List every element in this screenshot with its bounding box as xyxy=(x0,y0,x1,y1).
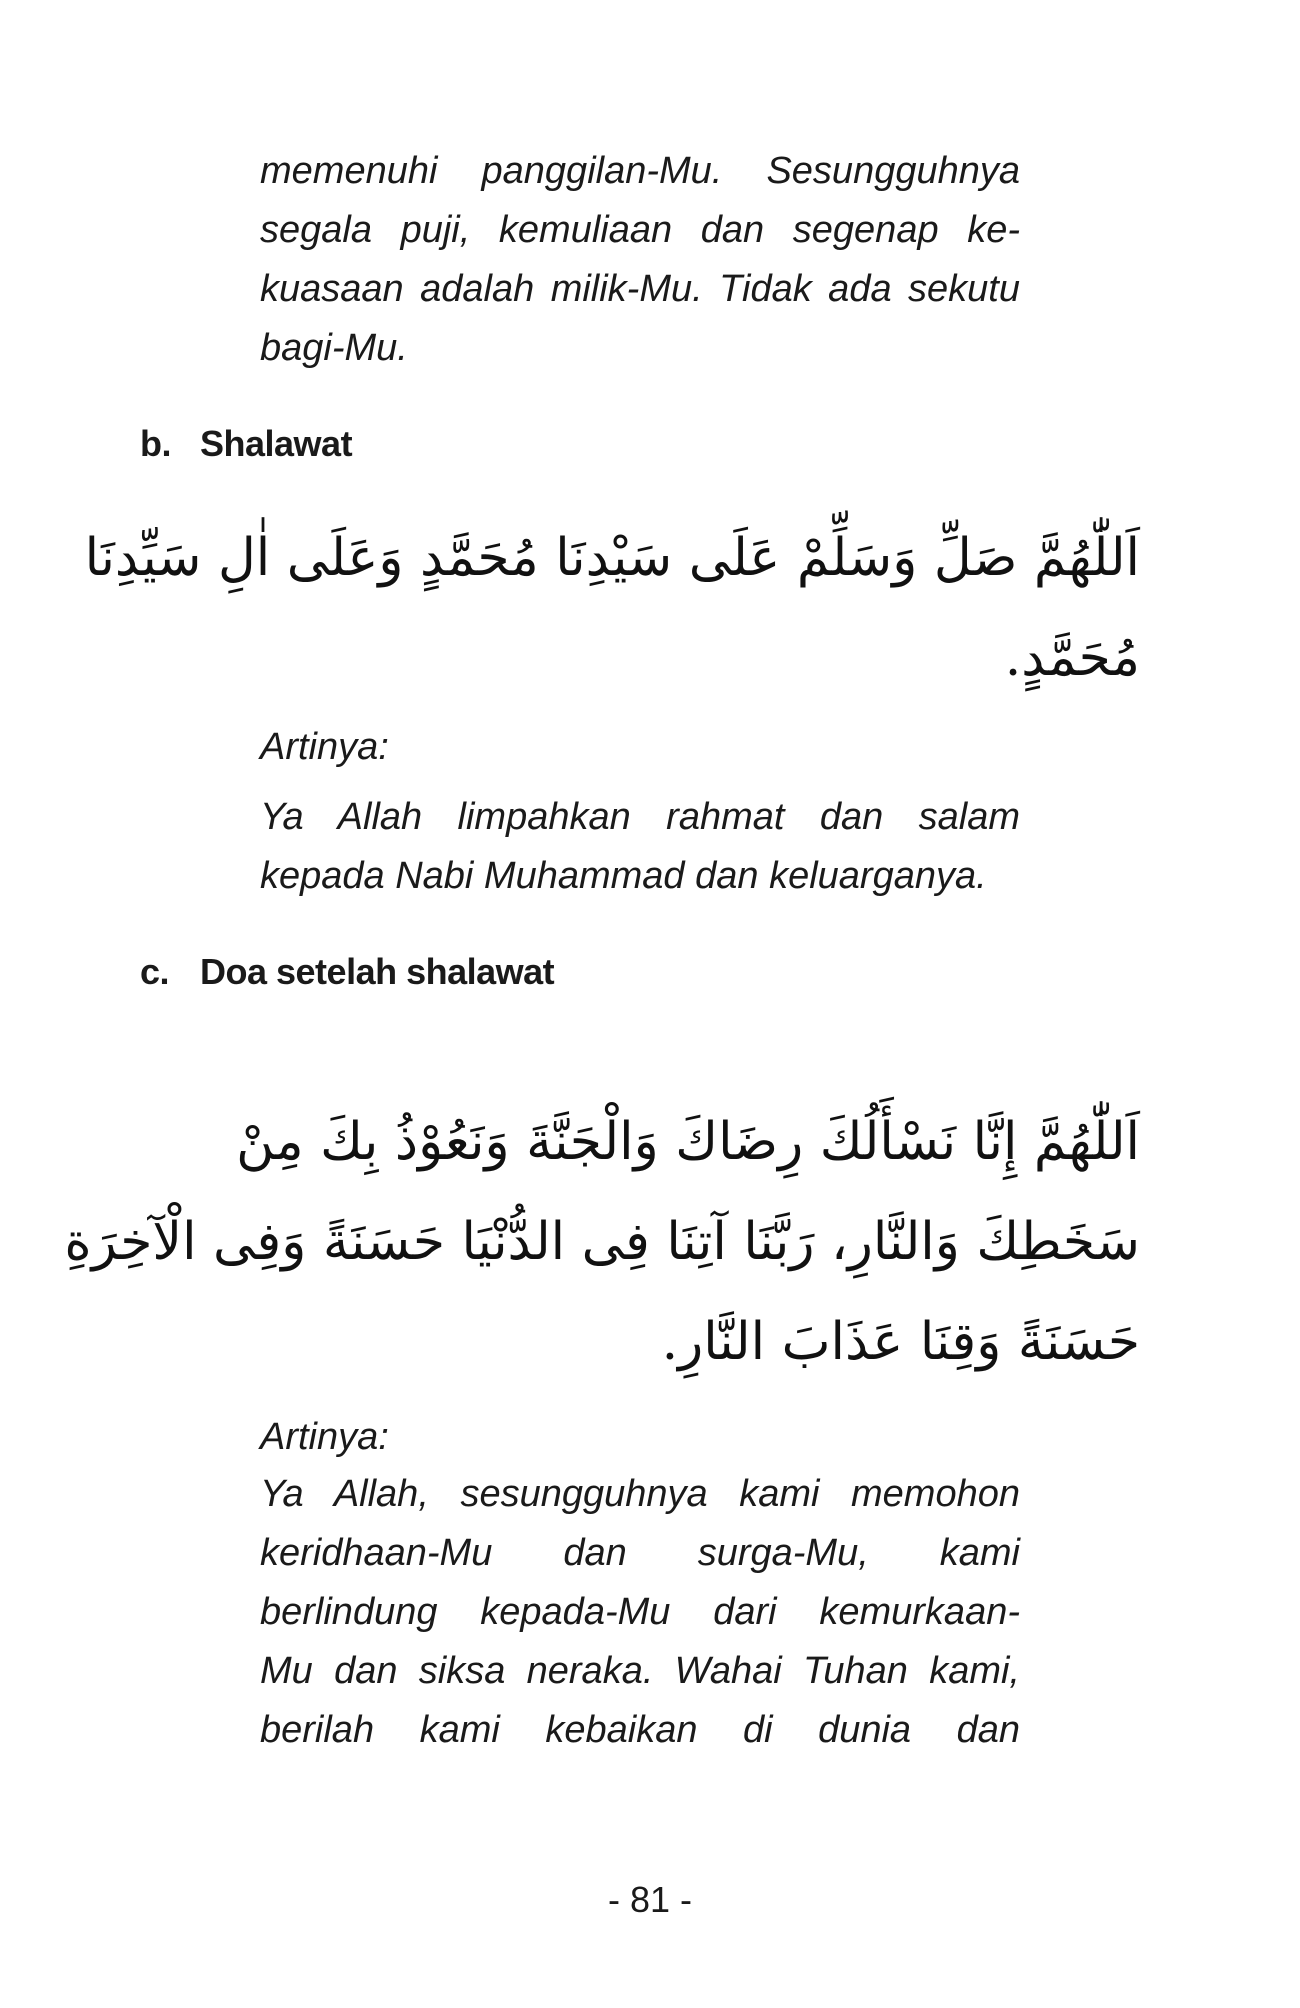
arabic-line: اَللّٰهُمَّ صَلِّ وَسَلِّمْ عَلَى سَيْدِنَا مُحَمَّدٍ وَعَلَى اٰلِ سَيِّدِنَا xyxy=(84,528,1140,588)
intro-paragraph xyxy=(260,142,1020,378)
section-c-heading xyxy=(140,947,554,997)
meaning-line: kepada Nabi Muhammad dan keluarganya. xyxy=(260,855,987,897)
section-b-meaning xyxy=(260,788,1020,906)
meaning-line: Ya Allah, sesungguhnya kami memohon xyxy=(260,1473,1020,1515)
intro-line: kuasaan adalah milik-Mu. Tidak ada sekutu xyxy=(260,268,1020,310)
page-number: - 81 - xyxy=(607,1879,693,1920)
arabic-line: مُحَمَّدٍ. xyxy=(1004,628,1140,688)
section-b-letter: b. xyxy=(140,423,171,464)
section-c-letter: c. xyxy=(140,951,170,992)
section-c-title: Doa setelah shalawat xyxy=(200,951,555,992)
meaning-line: berlindung kepada-Mu dari kemurkaan- xyxy=(260,1591,1020,1633)
meaning-line: Mu dan siksa neraka. Wahai Tuhan kami, xyxy=(260,1650,1020,1692)
section-b-arabic xyxy=(84,508,1140,708)
meaning-line: Ya Allah limpahkan rahmat dan salam xyxy=(260,796,1020,838)
intro-line: memenuhi panggilan-Mu. Sesungguhnya xyxy=(260,150,1020,192)
arabic-line: سَخَطِكَ وَالنَّارِ، رَبَّنَا آتِنَا فِى الدُّنْيَا حَسَنَةً وَفِى الْآخِرَةِ xyxy=(64,1212,1140,1272)
intro-line: segala puji, kemuliaan dan segenap ke- xyxy=(260,209,1020,251)
arabic-line: اَللّٰهُمَّ إِنَّا نَسْأَلُكَ رِضَاكَ وَالْجَنَّةَ وَنَعُوْذُ بِكَ مِنْ xyxy=(236,1112,1140,1172)
section-b-heading xyxy=(140,419,352,469)
section-b-meaning-label: Artinya: xyxy=(260,726,389,768)
intro-line: bagi-Mu. xyxy=(260,327,408,369)
section-c-meaning xyxy=(260,1465,1020,1760)
meaning-line: berilah kami kebaikan di dunia dan xyxy=(260,1709,1020,1751)
arabic-line: حَسَنَةً وَقِنَا عَذَابَ النَّارِ. xyxy=(661,1312,1140,1372)
section-c-arabic xyxy=(64,1092,1140,1392)
section-c-meaning-label: Artinya: xyxy=(260,1416,389,1458)
section-b-title: Shalawat xyxy=(200,423,353,464)
meaning-line: keridhaan-Mu dan surga-Mu, kami xyxy=(260,1532,1020,1574)
